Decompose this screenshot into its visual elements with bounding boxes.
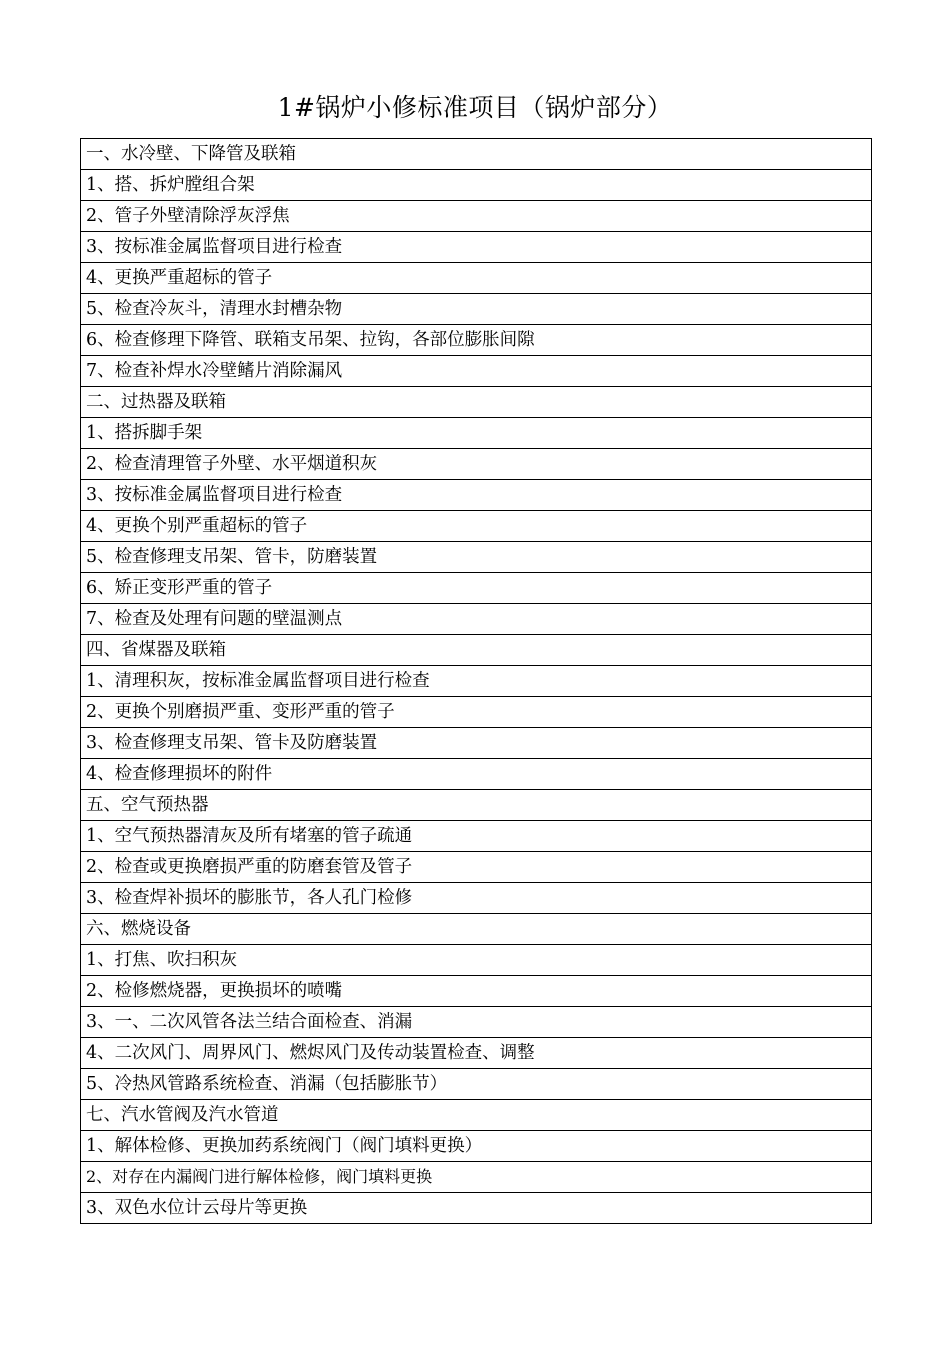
item-cell: 1、清理积灰，按标准金属监督项目进行检查 <box>81 666 872 697</box>
item-cell: 3、按标准金属监督项目进行检查 <box>81 480 872 511</box>
section-row <box>81 914 872 945</box>
item-cell: 2、检查或更换磨损严重的防磨套管及管子 <box>81 852 872 883</box>
item-cell: 3、双色水位计云母片等更换 <box>81 1193 872 1224</box>
item-row <box>81 821 872 852</box>
item-cell: 2、管子外壁清除浮灰浮焦 <box>81 201 872 232</box>
item-row <box>81 728 872 759</box>
item-row <box>81 325 872 356</box>
item-row <box>81 511 872 542</box>
item-row <box>81 697 872 728</box>
item-row <box>81 852 872 883</box>
section-row <box>81 139 872 170</box>
item-cell: 2、对存在内漏阀门进行解体检修，阀门填料更换 <box>81 1162 872 1193</box>
item-row <box>81 232 872 263</box>
item-row <box>81 759 872 790</box>
item-cell: 6、矫正变形严重的管子 <box>81 573 872 604</box>
section-heading-cell: 五、空气预热器 <box>81 790 872 821</box>
section-heading-cell: 六、燃烧设备 <box>81 914 872 945</box>
item-row <box>81 883 872 914</box>
maintenance-items-table <box>80 138 872 1224</box>
section-row <box>81 635 872 666</box>
maintenance-items-body <box>81 139 872 1224</box>
item-row <box>81 1162 872 1193</box>
item-cell: 4、二次风门、周界风门、燃烬风门及传动装置检查、调整 <box>81 1038 872 1069</box>
item-cell: 5、检查冷灰斗，清理水封槽杂物 <box>81 294 872 325</box>
item-cell: 1、空气预热器清灰及所有堵塞的管子疏通 <box>81 821 872 852</box>
item-row <box>81 1069 872 1100</box>
item-cell: 6、检查修理下降管、联箱支吊架、拉钩，各部位膨胀间隙 <box>81 325 872 356</box>
item-cell: 2、检修燃烧器，更换损坏的喷嘴 <box>81 976 872 1007</box>
item-cell: 1、搭拆脚手架 <box>81 418 872 449</box>
item-row <box>81 201 872 232</box>
item-row <box>81 1193 872 1224</box>
section-heading-cell: 四、省煤器及联箱 <box>81 635 872 666</box>
item-cell: 4、更换个别严重超标的管子 <box>81 511 872 542</box>
item-cell: 7、检查补焊水冷壁鳍片消除漏风 <box>81 356 872 387</box>
section-heading-cell: 二、过热器及联箱 <box>81 387 872 418</box>
item-row <box>81 294 872 325</box>
item-cell: 5、冷热风管路系统检查、消漏（包括膨胀节） <box>81 1069 872 1100</box>
item-row <box>81 1038 872 1069</box>
item-row <box>81 356 872 387</box>
item-cell: 1、解体检修、更换加药系统阀门（阀门填料更换） <box>81 1131 872 1162</box>
item-cell: 5、检查修理支吊架、管卡，防磨装置 <box>81 542 872 573</box>
item-row <box>81 1007 872 1038</box>
section-row <box>81 1100 872 1131</box>
item-cell: 3、检查修理支吊架、管卡及防磨装置 <box>81 728 872 759</box>
item-row <box>81 542 872 573</box>
item-cell: 3、一、二次风管各法兰结合面检查、消漏 <box>81 1007 872 1038</box>
item-row <box>81 604 872 635</box>
item-cell: 2、更换个别磨损严重、变形严重的管子 <box>81 697 872 728</box>
item-cell: 4、更换严重超标的管子 <box>81 263 872 294</box>
item-row <box>81 666 872 697</box>
item-cell: 2、检查清理管子外壁、水平烟道积灰 <box>81 449 872 480</box>
item-cell: 4、检查修理损坏的附件 <box>81 759 872 790</box>
item-row <box>81 418 872 449</box>
item-cell: 3、检查焊补损坏的膨胀节，各人孔门检修 <box>81 883 872 914</box>
section-heading-cell: 七、汽水管阀及汽水管道 <box>81 1100 872 1131</box>
section-heading-cell: 一、水冷壁、下降管及联箱 <box>81 139 872 170</box>
item-row <box>81 170 872 201</box>
item-cell: 1、搭、拆炉膛组合架 <box>81 170 872 201</box>
item-row <box>81 449 872 480</box>
section-row <box>81 387 872 418</box>
item-row <box>81 945 872 976</box>
item-cell: 1、打焦、吹扫积灰 <box>81 945 872 976</box>
item-row <box>81 573 872 604</box>
section-row <box>81 790 872 821</box>
item-row <box>81 1131 872 1162</box>
document-title: 1#锅炉小修标准项目（锅炉部分） <box>277 93 673 122</box>
item-cell: 3、按标准金属监督项目进行检查 <box>81 232 872 263</box>
item-row <box>81 263 872 294</box>
item-row <box>81 976 872 1007</box>
item-row <box>81 480 872 511</box>
item-cell: 7、检查及处理有问题的壁温测点 <box>81 604 872 635</box>
